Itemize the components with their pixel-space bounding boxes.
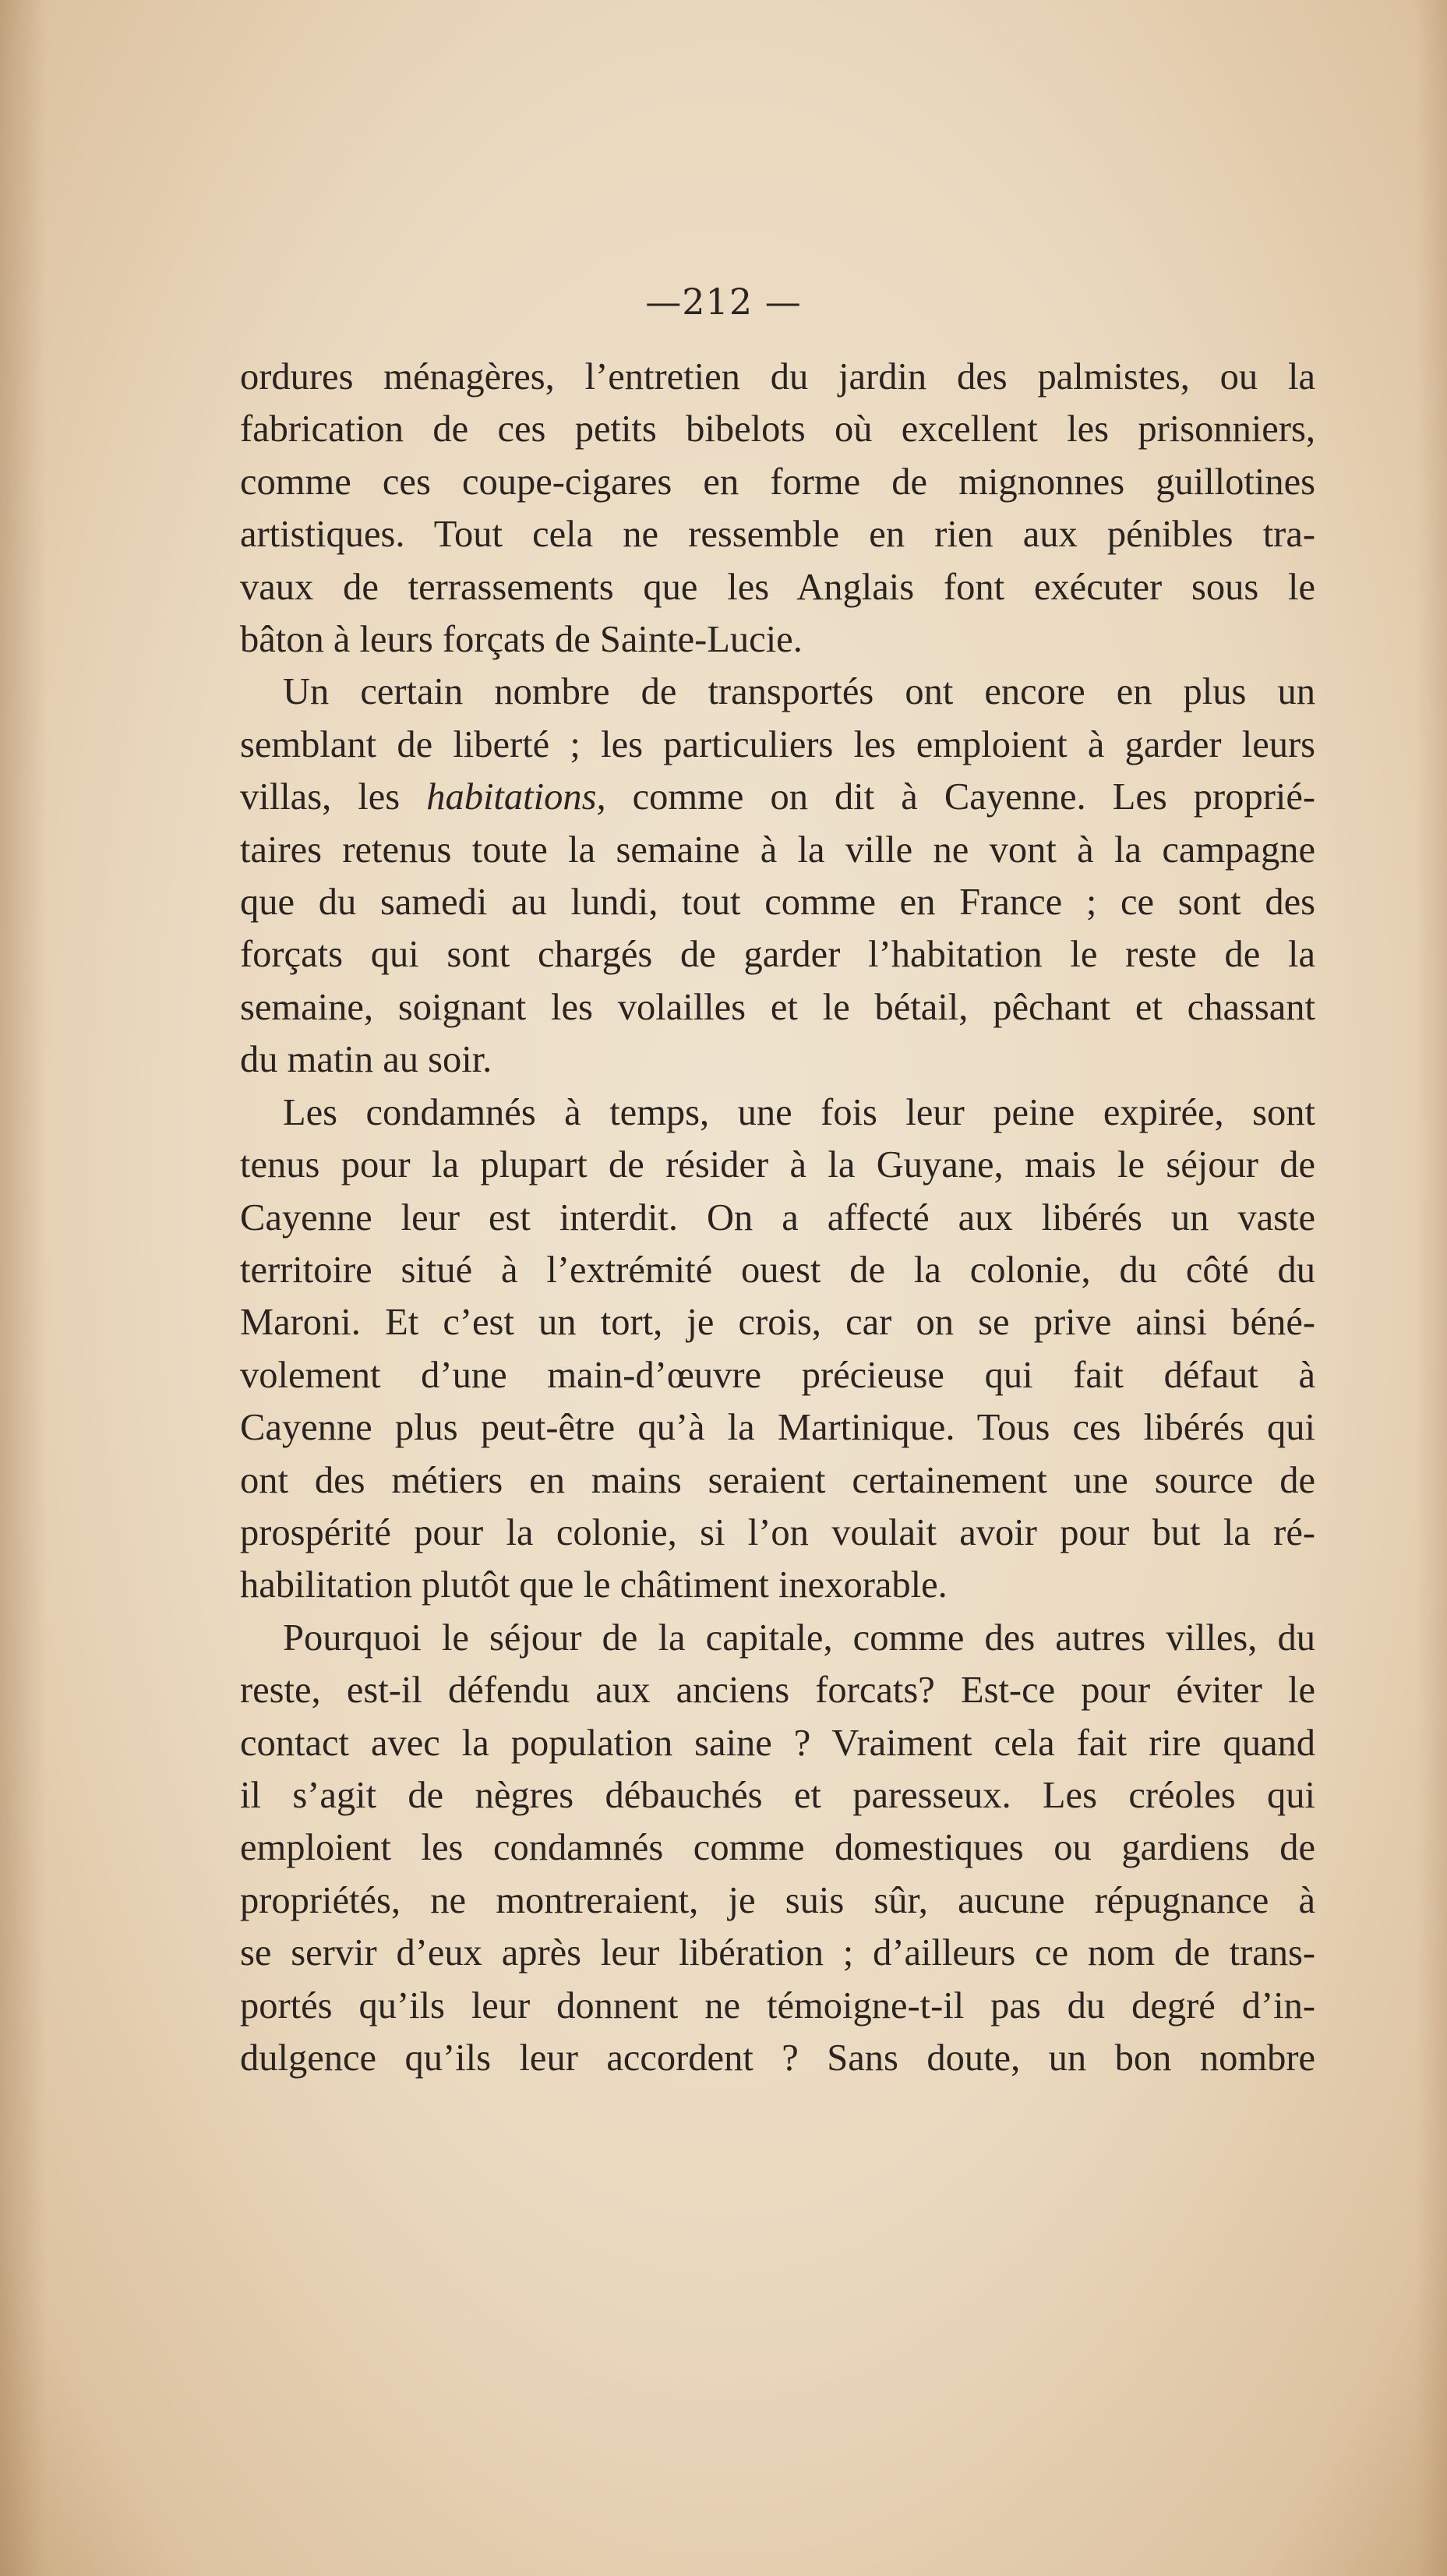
- paragraph-4: [240, 1612, 1315, 2085]
- page-edge-shadow-right: [1416, 0, 1447, 2576]
- text-line: habilitation plutôt que le châtiment inexorable.: [240, 1564, 948, 1606]
- text-fragment: villas, les: [240, 776, 427, 818]
- text-line: Les condamnés à temps, une fois leur peine expirée, sont: [283, 1091, 1315, 1133]
- text-line: prospérité pour la colonie, si l’on voulait avoir pour but la ré-: [240, 1511, 1315, 1553]
- text-line: portés qu’ils leur donnent ne témoigne-t-il pas du degré d’in-: [240, 1984, 1315, 2027]
- text-line: Cayenne plus peut-être qu’à la Martinique. Tous ces libérés qui: [240, 1407, 1315, 1449]
- text-line: tenus pour la plupart de résider à la Guyane, mais le séjour de: [240, 1144, 1315, 1186]
- text-line: bâton à leurs forçats de Sainte-Lucie.: [240, 619, 803, 661]
- page-edge-shadow-left: [0, 0, 47, 2576]
- text-line: vaux de terrassements que les Anglais font exécuter sous le: [240, 566, 1315, 608]
- paragraph-2: [240, 666, 1315, 1086]
- text-line: semblant de liberté ; les particuliers les emploient à garder leurs: [240, 723, 1315, 765]
- text-line: semaine, soignant les volailles et le bétail, pêchant et chassant: [240, 986, 1315, 1028]
- text-line: fabrication de ces petits bibelots où excellent les prisonniers,: [240, 408, 1315, 451]
- text-line: se servir d’eux après leur libération ; d’ailleurs ce nom de trans-: [240, 1932, 1315, 1974]
- text-line: il s’agit de nègres débauchés et paresseux. Les créoles qui: [240, 1774, 1315, 1816]
- text-line: propriétés, ne montreraient, je suis sûr, aucune répugnance à: [240, 1879, 1315, 1921]
- text-line: emploient les condamnés comme domestiques ou gardiens de: [240, 1827, 1315, 1869]
- text-line: ont des métiers en mains seraient certainement une source de: [240, 1459, 1315, 1501]
- text-line: reste, est-il défendu aux anciens forcats? Est-ce pour éviter le: [240, 1670, 1315, 1712]
- text-line: Cayenne leur est interdit. On a affecté aux libérés un vaste: [240, 1196, 1315, 1239]
- text-line: forçats qui sont chargés de garder l’habitation le reste de la: [240, 934, 1315, 976]
- text-line: comme ces coupe-cigares en forme de mignonnes guillotines: [240, 461, 1315, 503]
- text-line: dulgence qu’ils leur accordent ? Sans doute, un bon nombre: [240, 2037, 1315, 2079]
- text-line: que du samedi au lundi, tout comme en France ; ce sont des: [240, 882, 1315, 924]
- text-fragment: comme on dit à Cayenne. Les proprié-: [605, 776, 1315, 818]
- text-line: ordures ménagères, l’entretien du jardin des palmistes, ou la: [240, 356, 1315, 398]
- text-line: contact avec la population saine ? Vraiment cela fait rire quand: [240, 1722, 1315, 1764]
- text-line: Un certain nombre de transportés ont encore en plus un: [283, 671, 1315, 713]
- text-line: Pourquoi le séjour de la capitale, comme des autres villes, du: [283, 1617, 1315, 1659]
- page-number: —212 —: [645, 281, 802, 323]
- paragraph-1: [240, 351, 1315, 666]
- text-line: taires retenus toute la semaine à la ville ne vont à la campagne: [240, 829, 1315, 871]
- text-line: volement d’une main-d’œuvre précieuse qui fait défaut à: [240, 1354, 1315, 1396]
- paragraph-3: [240, 1087, 1315, 1612]
- text-line: territoire situé à l’extrémité ouest de la colonie, du côté du: [240, 1249, 1315, 1291]
- text-line: Maroni. Et c’est un tort, je crois, car on se prive ainsi béné-: [240, 1302, 1315, 1344]
- italic-term: habitations,: [426, 776, 606, 818]
- text-line: artistiques. Tout cela ne ressemble en rien aux pénibles tra-: [240, 514, 1315, 556]
- body-text: [240, 351, 1315, 2084]
- text-line: du matin au soir.: [240, 1039, 492, 1081]
- text-line: [240, 771, 1315, 823]
